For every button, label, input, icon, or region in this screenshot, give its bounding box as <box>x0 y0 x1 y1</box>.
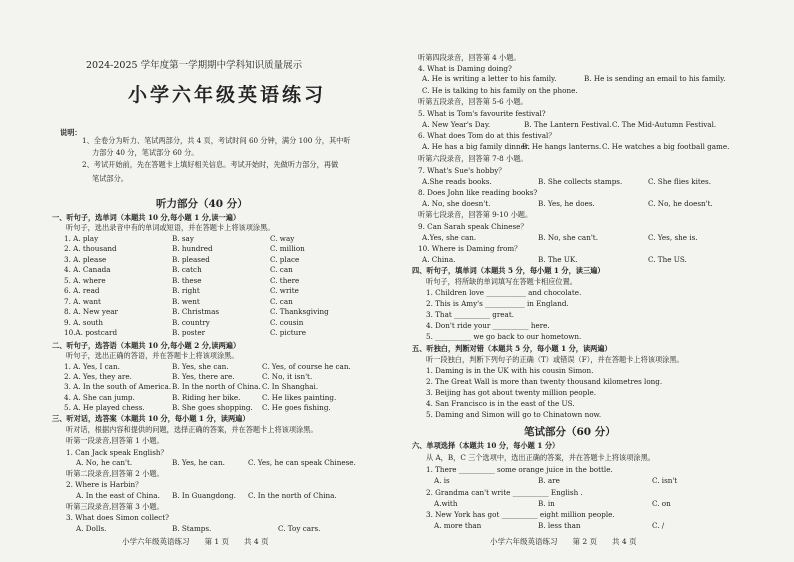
s4-item-4: 4. Don't ride your __________ here. <box>426 321 550 330</box>
s5-item-3: 3. Beijing has got about twenty million people. <box>426 388 597 397</box>
s2-q4-a: 4. A. She can jump. <box>64 393 135 402</box>
section-4-instructions: 听句子，将所缺的单词填写在答题卡相应位置。 <box>426 277 577 286</box>
s2-q5-b: B. She goes shopping. <box>172 403 253 412</box>
s2-q3-c: C. In Shanghai. <box>262 382 319 391</box>
section-6-instructions: 从 A，B，C 三个选项中，选出正确的答案，并在答题卡上将该项涂黑。 <box>426 453 655 462</box>
question-5: 5. What is Tom's favourite festival? <box>418 109 546 118</box>
s1-q1-c: C. way <box>270 234 295 243</box>
s3-q3-b: B. Stamps. <box>172 524 212 533</box>
s6-q2-b: B. in <box>538 499 555 508</box>
s2-q2-c: C. No, it isn't. <box>262 372 313 381</box>
s1-q7-b: B. went <box>172 297 200 306</box>
s6-q3-b: B. less than <box>538 521 581 530</box>
s2-q2-a: 2. A. Yes, they are. <box>64 372 132 381</box>
s2-q4-b: B. Riding her bike. <box>172 393 241 402</box>
year-title: 2024-2025 学年度第一学期期中学科知识质量展示 <box>86 60 303 71</box>
part-5-instruction: 听第五段录音，回答第 5-6 小题。 <box>418 97 528 106</box>
main-title: 小学六年级英语练习 <box>128 84 327 106</box>
q4-option-a: A. He is writing a letter to his family. <box>422 74 557 83</box>
q4-option-b: B. He is sending an email to his family. <box>584 74 726 83</box>
s3-question-3: 3. What does Simon collect? <box>66 513 170 522</box>
q5-option-c: C. The Mid-Autumn Festival. <box>612 120 717 129</box>
q6-option-a: A. He has a big family dinner. <box>422 142 530 151</box>
question-8: 8. Does John like reading books? <box>418 188 538 197</box>
section-1-instructions: 听句子，选出录音中有的单词或短语，并在答题卡上将该项涂黑。 <box>66 223 275 232</box>
page-1-footer: 小学六年级英语练习 第 1 页 共 4 页 <box>122 537 269 546</box>
s1-q8-a: 8. A. New year <box>64 307 118 316</box>
s5-item-4: 4. San Francisco is in the east of the US. <box>426 399 575 408</box>
s2-q2-b: B. Yes, there are. <box>172 372 235 381</box>
s1-q4-c: C. can <box>270 265 293 274</box>
q8-option-a: A. No, she doesn't. <box>422 199 491 208</box>
q6-option-c: C. He watches a big football game. <box>602 142 730 151</box>
s1-q6-a: 6. A. read <box>64 286 100 295</box>
s3-q3-a: A. Dolls. <box>76 524 107 533</box>
s3-question-2: 2. Where is Harbin？ <box>66 480 143 489</box>
s3-part-1: 听第一段录音,回答第 1 小题。 <box>66 436 164 445</box>
s3-q3-c: C. Toy cars. <box>278 524 321 533</box>
s3-q1-a: A. No, he can't. <box>76 458 133 467</box>
s1-q4-a: 4. A. Canada <box>64 265 111 274</box>
s1-q10-a: 10.A. postcard <box>64 328 118 337</box>
s2-q5-c: C. He goes fishing. <box>262 403 331 412</box>
s1-q5-b: B. these <box>172 276 202 285</box>
s1-q3-c: C. place <box>270 255 300 264</box>
q10-option-b: B. The UK. <box>538 255 578 264</box>
q5-option-b: B. The Lantern Festival. <box>524 120 612 129</box>
s2-q1-b: B. Yes, she can. <box>172 362 229 371</box>
section-1-title: 一、听句子，选单词（本题共 10 分,每小题 1 分,读一遍） <box>52 213 241 222</box>
written-title: 笔试部分（60 分） <box>524 426 616 438</box>
part-4-instruction: 听第四段录音，回答第 4 小题。 <box>418 53 521 62</box>
question-10: 10. Where is Daming from？ <box>418 244 522 253</box>
note-1-line-1: 1、全卷分为听力、笔试两部分，共 4 页，考试时间 60 分钟，满分 100 分，其中听 <box>82 136 351 145</box>
s1-q5-a: 5. A. where <box>64 276 106 285</box>
question-6: 6. What does Tom do at this festival？ <box>418 131 556 140</box>
s5-item-1: 1. Daming is in the UK with his cousin Simon. <box>426 366 594 375</box>
s6-q3-c: C. / <box>652 521 665 530</box>
s6-q1-c: C. isn't <box>652 476 678 485</box>
s5-item-2: 2. The Great Wall is more than twenty thousand kilometres long. <box>426 377 663 386</box>
note-2-line-1: 2、考试开始前，先在答题卡上填好相关信息。考试开始时，先做听力部分，再做 <box>82 160 339 169</box>
s1-q9-b: B. country <box>172 318 210 327</box>
s6-q2-c: C. on <box>652 499 671 508</box>
s4-item-5: 5. __________ we go back to our hometown. <box>426 332 582 341</box>
section-6-title: 六、单项选择（本题共 10 分，每小题 1 分） <box>412 441 560 450</box>
s1-q6-c: C. write <box>270 286 299 295</box>
q6-option-b: B. He hangs lanterns. <box>522 142 602 151</box>
q9-option-b: B. No, she can't. <box>538 233 598 242</box>
section-2-instructions: 听句子，选出正确的答语，并在答题卡上将该项涂黑。 <box>66 351 239 360</box>
s3-q2-c: C. In the north of China. <box>248 491 337 500</box>
s1-q9-a: 9. A. south <box>64 318 104 327</box>
q4-option-c: C. He is talking to his family on the phone. <box>422 86 578 95</box>
s1-q2-a: 2. A. thousand <box>64 244 117 253</box>
s1-q10-b: B. poster <box>172 328 206 337</box>
s1-q5-c: C. there <box>270 276 300 285</box>
s1-q8-b: B. Christmas <box>172 307 220 316</box>
s4-item-2: 2. This is Amy's ___________ in England. <box>426 299 569 308</box>
s1-q8-c: C. Thanksgiving <box>270 307 329 316</box>
s1-q4-b: B. catch <box>172 265 202 274</box>
s1-q1-a: 1. A. play <box>64 234 99 243</box>
s1-q1-b: B. say <box>172 234 194 243</box>
s6-q1-b: B. are <box>538 476 560 485</box>
s4-item-3: 3. That __________ great. <box>426 310 514 319</box>
section-4-title: 四、听句子，填单词（本题共 5 分，每小题 1 分，读三遍） <box>412 266 605 275</box>
section-2-title: 二、听句子，选答语（本题共 10 分,每小题 2 分,读两遍） <box>52 341 241 350</box>
question-9: 9. Can Sarah speak Chinese？ <box>418 222 528 231</box>
s6-question-2: 2. Grandma can't write __________ English . <box>426 488 583 497</box>
s2-q3-a: 3. A. In the south of America. <box>64 382 172 391</box>
note-1-line-2: 力部分 40 分，笔试部分 60 分。 <box>92 148 199 157</box>
s6-q1-a: A. is <box>434 476 450 485</box>
s3-part-2: 听第二段录音,回答第 2 小题。 <box>66 469 164 478</box>
s3-q2-b: B. In Guangdong. <box>172 491 236 500</box>
s1-q7-a: 7. A. want <box>64 297 101 306</box>
s2-q5-a: 5. A. He played chess. <box>64 403 145 412</box>
question-7: 7. What's Sue's hobby？ <box>418 166 506 175</box>
s1-q2-c: C. million <box>270 244 305 253</box>
listening-title: 听力部分（40 分） <box>156 198 248 210</box>
s1-q3-b: B. pleased <box>172 255 210 264</box>
q7-option-c: C. She flies kites. <box>648 177 711 186</box>
s1-q7-c: C. can <box>270 297 293 306</box>
part-6-instruction: 听第六段录音，回答第 7-8 小题。 <box>418 154 528 163</box>
s5-item-5: 5. Daming and Simon will go to Chinatown now. <box>426 410 602 419</box>
s1-q10-c: C. picture <box>270 328 306 337</box>
q9-option-c: C. Yes, she is. <box>648 233 698 242</box>
q8-option-c: C. No, he doesn't. <box>648 199 713 208</box>
s4-item-1: 1. Children love ___________ and chocolate. <box>426 288 582 297</box>
s1-q2-b: B. hundred <box>172 244 213 253</box>
s3-q2-a: A. In the east of China. <box>76 491 160 500</box>
s6-q2-a: A.with <box>434 499 458 508</box>
q7-option-b: B. She collects stamps. <box>538 177 623 186</box>
q7-option-a: A.She reads books. <box>422 177 492 186</box>
s1-q9-c: C. cousin <box>270 318 304 327</box>
s1-q3-a: 3. A. please <box>64 255 107 264</box>
s3-q1-c: C. Yes, he can speak Chinese. <box>248 458 356 467</box>
part-7-instruction: 听第七段录音，回答第 9-10 小题。 <box>418 210 533 219</box>
s2-q1-a: 1. A. Yes, I can. <box>64 362 120 371</box>
s6-question-3: 3. New York has got __________ eight million people. <box>426 510 615 519</box>
page-2-footer: 小学六年级英语练习 第 2 页 共 4 页 <box>490 537 637 546</box>
s1-q6-b: B. right <box>172 286 200 295</box>
s6-question-1: 1. There __________ some orange juice in the bottle. <box>426 465 613 474</box>
s3-part-3: 听第三段录音,回答第 3 小题。 <box>66 502 164 511</box>
section-3-title: 三、听对话，选答案（本题共 10 分，每小题 1 分，读两遍） <box>52 414 250 423</box>
s2-q1-c: C. Yes, of course he can. <box>262 362 351 371</box>
q10-option-a: A. China. <box>422 255 456 264</box>
s3-q1-b: B. Yes, he can. <box>172 458 225 467</box>
section-5-instructions: 听一段独白，判断下列句子的正确（T）或错误（F），并在答题卡上将该项涂黑。 <box>426 355 684 364</box>
note-2-line-2: 笔试部分。 <box>92 174 128 183</box>
s2-q4-c: C. He likes painting. <box>262 393 337 402</box>
s6-q3-a: A. more than <box>434 521 482 530</box>
notes-label: 说明： <box>60 128 82 137</box>
q9-option-a: A.Yes, she can. <box>422 233 477 242</box>
section-3-instructions: 听对话，根据内容和提供的问题，选择正确的答案，并在答题卡上将该项涂黑。 <box>66 425 318 434</box>
q5-option-a: A. New Year's Day. <box>422 120 491 129</box>
s3-question-1: 1. Can Jack speak English？ <box>66 448 168 457</box>
question-4: 4. What is Daming doing? <box>418 64 512 73</box>
s2-q3-b: B. In the north of China. <box>172 382 261 391</box>
q10-option-c: C. The US. <box>648 255 687 264</box>
q8-option-b: B. Yes, he does. <box>538 199 595 208</box>
section-5-title: 五、听独白，判断对错（本题共 5 分，每小题 1 分，读两遍） <box>412 344 612 353</box>
